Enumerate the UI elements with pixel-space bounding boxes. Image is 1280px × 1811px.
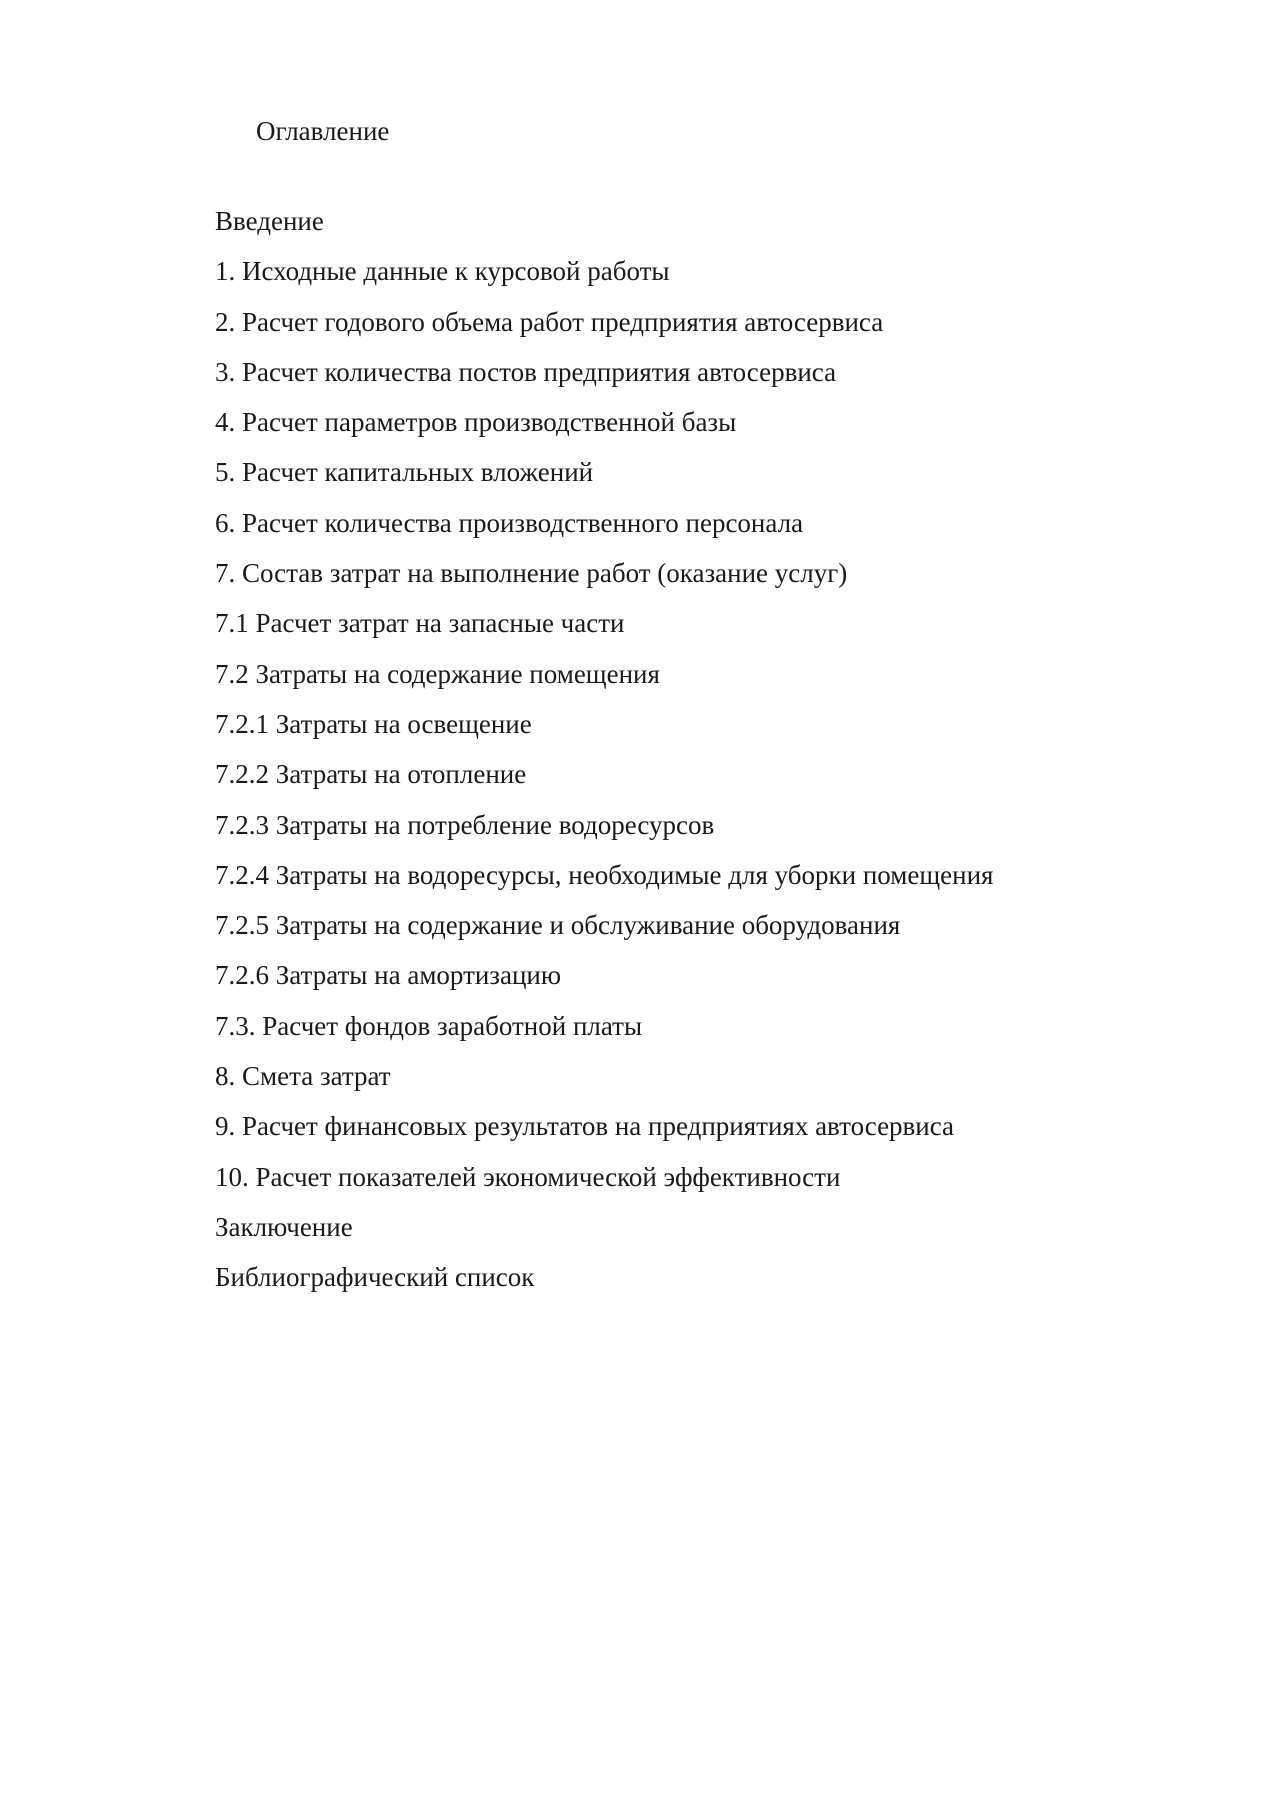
toc-entry-4: 4. Расчет параметров производственной базы <box>215 407 737 438</box>
toc-entry-7: 7. Состав затрат на выполнение работ (оказание услуг) <box>215 558 848 589</box>
toc-entry-3: 3. Расчет количества постов предприятия автосервиса <box>215 356 837 387</box>
toc-list <box>215 203 993 1310</box>
toc-entry-7-2-2: 7.2.2 Затраты на отопление <box>215 759 527 790</box>
toc-entry-bibliography: Библиографический список <box>215 1262 535 1293</box>
toc-entry-5: 5. Расчет капитальных вложений <box>215 457 594 488</box>
toc-entry-6: 6. Расчет количества производственного персонала <box>215 507 804 538</box>
toc-entry-7-2-1: 7.2.1 Затраты на освещение <box>215 708 532 739</box>
toc-entry-conclusion: Заключение <box>215 1211 353 1242</box>
toc-entry-7-1: 7.1 Расчет затрат на запасные части <box>215 608 625 639</box>
toc-entry-introduction: Введение <box>215 206 324 236</box>
toc-entry-1: 1. Исходные данные к курсовой работы <box>215 256 670 287</box>
toc-entry-10: 10. Расчет показателей экономической эффективности <box>215 1161 841 1192</box>
toc-entry-7-2-3: 7.2.3 Затраты на потребление водоресурсов <box>215 809 715 840</box>
toc-entry-9: 9. Расчет финансовых результатов на предприятиях автосервиса <box>215 1111 955 1142</box>
toc-entry-7-2-4: 7.2.4 Затраты на водоресурсы, необходимые для уборки помещения <box>215 859 994 890</box>
toc-entry-7-3: 7.3. Расчет фондов заработной платы <box>215 1010 643 1041</box>
toc-entry-2: 2. Расчет годового объема работ предприятия автосервиса <box>215 306 884 337</box>
toc-title: Оглавление <box>256 116 390 146</box>
toc-entry-8: 8. Смета затрат <box>215 1061 391 1092</box>
toc-entry-7-2-5: 7.2.5 Затраты на содержание и обслуживание оборудования <box>215 910 901 941</box>
toc-entry-7-2: 7.2 Затраты на содержание помещения <box>215 658 660 689</box>
toc-entry-7-2-6: 7.2.6 Затраты на амортизацию <box>215 960 562 991</box>
